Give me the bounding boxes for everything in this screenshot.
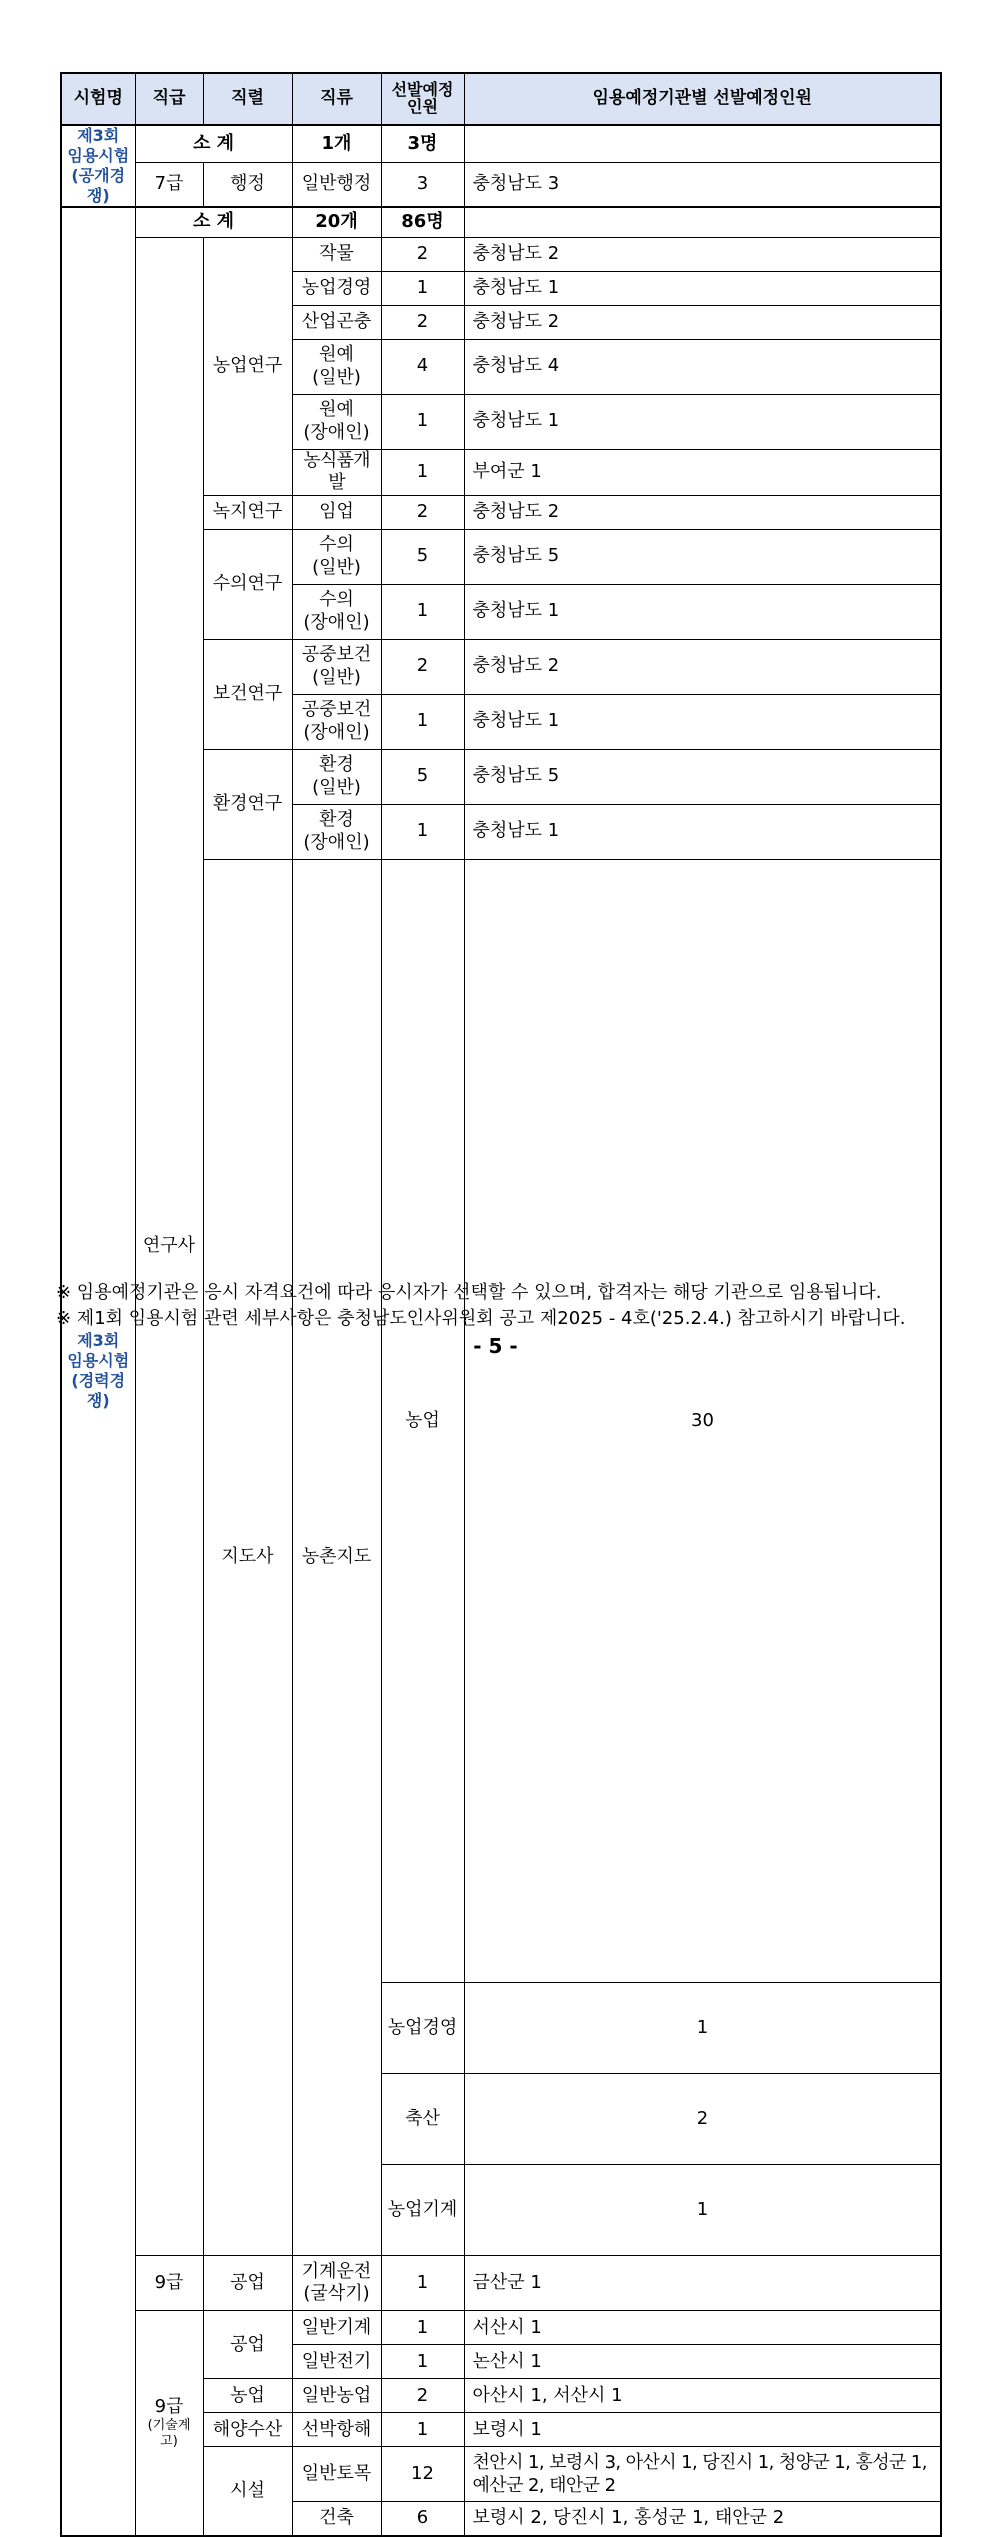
dest-cell: 충청남도 2 (464, 305, 941, 339)
series-vet-research: 수의연구 (203, 529, 292, 639)
header-row (61, 73, 941, 125)
table-row (61, 237, 941, 271)
section2-subtotal-label: 소 계 (135, 207, 292, 237)
count-cell: 1 (381, 271, 464, 305)
series-industry-2: 공업 (203, 2311, 292, 2379)
series-env-research: 환경연구 (203, 749, 292, 859)
count-cell: 5 (381, 529, 464, 584)
count-cell: 1 (381, 804, 464, 859)
dest-cell: 충청남도 1 (464, 271, 941, 305)
count-cell: 2 (381, 495, 464, 529)
category-cell: 공중보건 (장애인) (292, 694, 381, 749)
category-cell: 농업 (381, 859, 464, 1983)
series-marine: 해양수산 (203, 2413, 292, 2447)
category-cell: 일반행정 (292, 162, 381, 207)
dest-cell: 충청남도 5 (464, 749, 941, 804)
count-cell: 1 (381, 2311, 464, 2345)
dest-cell: 충청남도 1 (464, 694, 941, 749)
grade-9-tech-label: 9급 (154, 2395, 184, 2417)
category-cell: 임업 (292, 495, 381, 529)
dest-cell: 충청남도 1 (464, 394, 941, 449)
count-cell: 30 (464, 859, 941, 1983)
dest-cell: 서산시 1 (464, 2311, 941, 2345)
category-cell: 건축 (292, 2502, 381, 2536)
section2-exam: 제3회 임용시험 (경력경쟁) (61, 207, 135, 2536)
header-series: 직렬 (203, 73, 292, 125)
dest-cell: 충청남도 2 (464, 639, 941, 694)
category-cell: 공중보건 (일반) (292, 639, 381, 694)
category-cell: 환경 (장애인) (292, 804, 381, 859)
note-1: ※ 임용예정기관은 응시 자격요건에 따라 응시자가 선택할 수 있으며, 합격자는 해당 기관으로 임용됩니다. (56, 1282, 882, 1303)
section2-subtotal-dest (464, 207, 941, 237)
series-facility: 시설 (203, 2447, 292, 2536)
header-exam: 시험명 (61, 73, 135, 125)
notes (56, 1280, 906, 1332)
dest-cell: 충청남도 5 (464, 529, 941, 584)
dest-cell: 충청남도 4 (464, 339, 941, 394)
series-industry-1: 공업 (203, 2256, 292, 2311)
count-cell: 1 (381, 449, 464, 495)
series-rural-guidance: 농촌지도 (292, 859, 381, 2256)
section1-subtotal-row (61, 125, 941, 162)
series-green-research: 녹지연구 (203, 495, 292, 529)
section1-subtotal-category: 1개 (292, 125, 381, 162)
dest-cell: 충청남도 2 (464, 495, 941, 529)
series-cell: 행정 (203, 162, 292, 207)
count-cell: 1 (381, 2345, 464, 2379)
header-count (381, 73, 464, 125)
header-count-text: 선발예정 인원 (391, 80, 454, 116)
dest-cell: 보령시 1 (464, 2413, 941, 2447)
note-2: ※ 제1회 임용시험 관련 세부사항은 충청남도인사위원회 공고 제2025 - 4호('25.2.4.) 참고하시기 바랍니다. (56, 1308, 906, 1329)
count-cell: 5 (381, 749, 464, 804)
dest-cell: 충청남도 1 (464, 584, 941, 639)
category-cell: 일반농업 (292, 2379, 381, 2413)
series-health-research: 보건연구 (203, 639, 292, 749)
count-cell: 6 (381, 2502, 464, 2536)
category-cell: 수의 (장애인) (292, 584, 381, 639)
category-cell: 작물 (292, 237, 381, 271)
series-agri-research: 농업연구 (203, 237, 292, 495)
dest-cell: 논산시 1 (464, 2345, 941, 2379)
count-cell: 2 (464, 2074, 941, 2165)
count-cell: 2 (381, 639, 464, 694)
dest-cell: 아산시 1, 서산시 1 (464, 2379, 941, 2413)
count-cell: 2 (381, 237, 464, 271)
category-cell: 농업기계 (381, 2165, 464, 2256)
category-cell: 기계운전 (굴삭기) (292, 2256, 381, 2311)
category-cell: 수의 (일반) (292, 529, 381, 584)
grade-9: 9급 (135, 2256, 203, 2311)
category-cell: 축산 (381, 2074, 464, 2165)
table-row (61, 2256, 941, 2311)
count-cell: 1 (464, 2165, 941, 2256)
table-row (61, 2311, 941, 2345)
section1-subtotal-label: 소 계 (135, 125, 292, 162)
dest-cell: 천안시 1, 보령시 3, 아산시 1, 당진시 1, 청양군 1, 홍성군 1, 예산군 2, 태안군 2 (464, 2447, 941, 2502)
category-cell: 농업경영 (381, 1983, 464, 2074)
grade-instructor: 지도사 (203, 859, 292, 2256)
count-cell: 1 (381, 394, 464, 449)
dest-cell: 충청남도 1 (464, 804, 941, 859)
header-category: 직류 (292, 73, 381, 125)
count-cell: 1 (381, 694, 464, 749)
dest-cell: 부여군 1 (464, 449, 941, 495)
grade-9-tech-note: (기술계고) (147, 2418, 191, 2450)
count-cell: 1 (381, 2256, 464, 2311)
dest-cell: 보령시 2, 당진시 1, 홍성군 1, 태안군 2 (464, 2502, 941, 2536)
count-cell: 3 (381, 162, 464, 207)
category-cell: 일반전기 (292, 2345, 381, 2379)
table-row (61, 162, 941, 207)
category-cell: 원예 (장애인) (292, 394, 381, 449)
dest-cell: 충청남도 3 (464, 162, 941, 207)
category-cell: 농식품개발 (292, 449, 381, 495)
dest-cell: 충청남도 2 (464, 237, 941, 271)
section1-subtotal-dest (464, 125, 941, 162)
count-cell: 2 (381, 305, 464, 339)
count-cell: 2 (381, 2379, 464, 2413)
count-cell: 12 (381, 2447, 464, 2502)
section2-subtotal-count: 86명 (381, 207, 464, 237)
count-cell: 4 (381, 339, 464, 394)
category-cell: 선박항해 (292, 2413, 381, 2447)
category-cell: 산업곤충 (292, 305, 381, 339)
grade-cell: 7급 (135, 162, 203, 207)
section2-subtotal-category: 20개 (292, 207, 381, 237)
category-cell: 일반기계 (292, 2311, 381, 2345)
count-cell: 1 (381, 2413, 464, 2447)
page-number: - 5 - (473, 1334, 518, 1358)
section1-exam: 제3회 임용시험 (공개경쟁) (61, 125, 135, 207)
series-agri: 농업 (203, 2379, 292, 2413)
count-cell: 1 (381, 584, 464, 639)
dest-cell: 금산군 1 (464, 2256, 941, 2311)
grade-researcher: 연구사 (135, 237, 203, 2256)
category-cell: 일반토목 (292, 2447, 381, 2502)
section2-subtotal-row (61, 207, 941, 237)
section1-subtotal-count: 3명 (381, 125, 464, 162)
category-cell: 농업경영 (292, 271, 381, 305)
count-cell: 1 (464, 1983, 941, 2074)
grade-9-tech (135, 2311, 203, 2536)
header-grade: 직급 (135, 73, 203, 125)
category-cell: 원예 (일반) (292, 339, 381, 394)
header-agencies: 임용예정기관별 선발예정인원 (464, 73, 941, 125)
category-cell: 환경 (일반) (292, 749, 381, 804)
